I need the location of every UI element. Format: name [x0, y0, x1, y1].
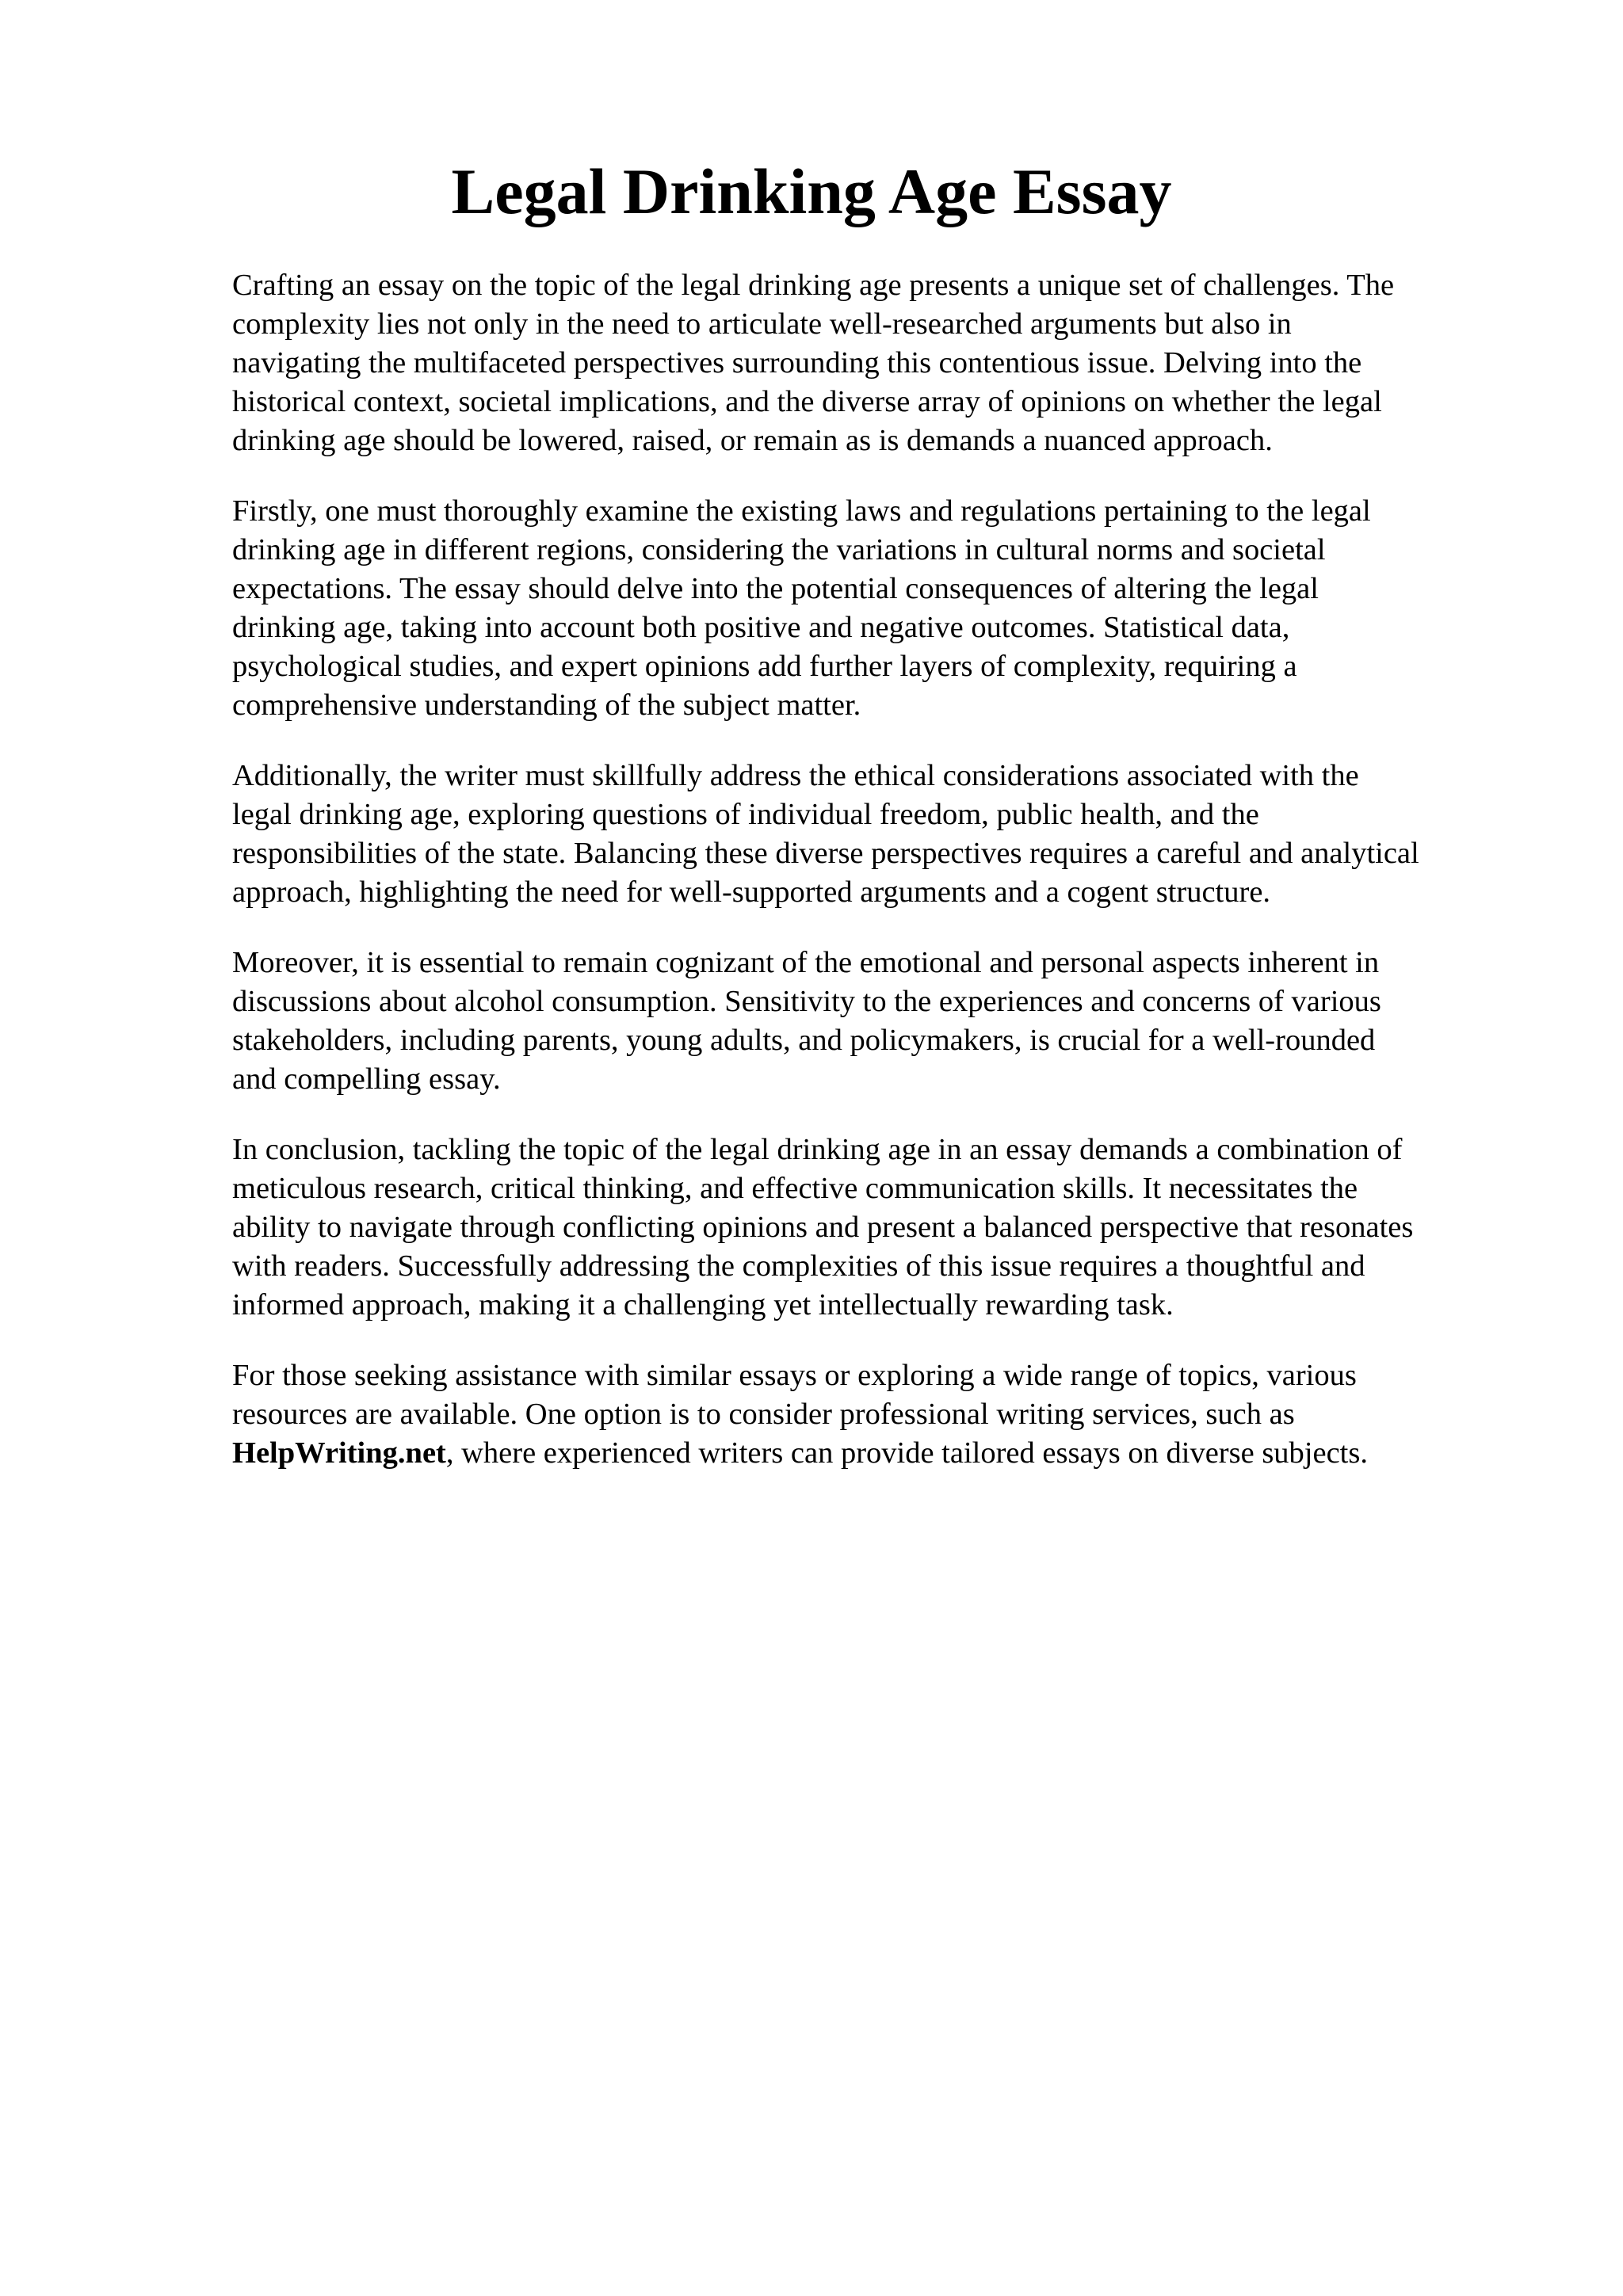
text-line: Moreover, it is essential to remain cognizant of the emotional and personal aspects inherent in [232, 946, 1380, 979]
text-line-brand [232, 1434, 1532, 1473]
text-line: drinking age in different regions, considering the variations in cultural norms and societal [232, 533, 1326, 566]
text-line: stakeholders, including parents, young adults, and policymakers, is crucial for a well-rounded [232, 1024, 1376, 1057]
text-line: In conclusion, tackling the topic of the legal drinking age in an essay demands a combination of [232, 1133, 1403, 1166]
text-line: approach, highlighting the need for well-supported arguments and a cogent structure. [232, 875, 1271, 909]
text-line: For those seeking assistance with similar essays or exploring a wide range of topics, various [232, 1359, 1357, 1392]
text-line: drinking age, taking into account both positive and negative outcomes. Statistical data, [232, 611, 1290, 644]
text-line: comprehensive understanding of the subject matter. [232, 688, 861, 722]
text-line: drinking age should be lowered, raised, or remain as is demands a nuanced approach. [232, 424, 1273, 457]
paragraph-conclusion [232, 1131, 1532, 1325]
essay-body [232, 266, 1532, 1505]
text-line: Crafting an essay on the topic of the legal drinking age presents a unique set of challenges. The [232, 269, 1395, 302]
text-line: responsibilities of the state. Balancing these diverse perspectives requires a careful and analytical [232, 837, 1419, 870]
text-line: historical context, societal implications, and the diverse array of opinions on whether the legal [232, 385, 1382, 418]
text-line: Firstly, one must thoroughly examine the existing laws and regulations pertaining to the legal [232, 494, 1371, 528]
text-line: meticulous research, critical thinking, and effective communication skills. It necessitates the [232, 1172, 1358, 1205]
brand-name: HelpWriting.net [232, 1436, 446, 1470]
text-line: complexity lies not only in the need to articulate well-researched arguments but also in [232, 307, 1292, 341]
text-line: discussions about alcohol consumption. Sensitivity to the experiences and concerns of various [232, 985, 1381, 1018]
text-line: navigating the multifaceted perspectives surrounding this contentious issue. Delving into the [232, 346, 1362, 379]
text-line: with readers. Successfully addressing the complexities of this issue requires a thoughtful and [232, 1249, 1365, 1283]
text-line: Additionally, the writer must skillfully address the ethical considerations associated with the [232, 759, 1359, 792]
text-line-rest: , where experienced writers can provide tailored essays on diverse subjects. [445, 1436, 1368, 1470]
paragraph-intro [232, 266, 1532, 460]
text-line: psychological studies, and expert opinions add further layers of complexity, requiring a [232, 650, 1297, 683]
text-line: ability to navigate through conflicting opinions and present a balanced perspective that resonates [232, 1211, 1414, 1244]
text-line: and compelling essay. [232, 1062, 501, 1096]
paragraph-closing [232, 1356, 1532, 1473]
text-line: legal drinking age, exploring questions of individual freedom, public health, and the [232, 798, 1259, 831]
text-line: resources are available. One option is to consider professional writing services, such as [232, 1398, 1295, 1431]
text-line: informed approach, making it a challenging yet intellectually rewarding task. [232, 1288, 1174, 1322]
paragraph-moreover [232, 944, 1532, 1099]
paragraph-firstly [232, 492, 1532, 725]
paragraph-additionally [232, 757, 1532, 912]
essay-title: Legal Drinking Age Essay [451, 155, 1172, 227]
text-line: expectations. The essay should delve into the potential consequences of altering the legal [232, 572, 1319, 605]
